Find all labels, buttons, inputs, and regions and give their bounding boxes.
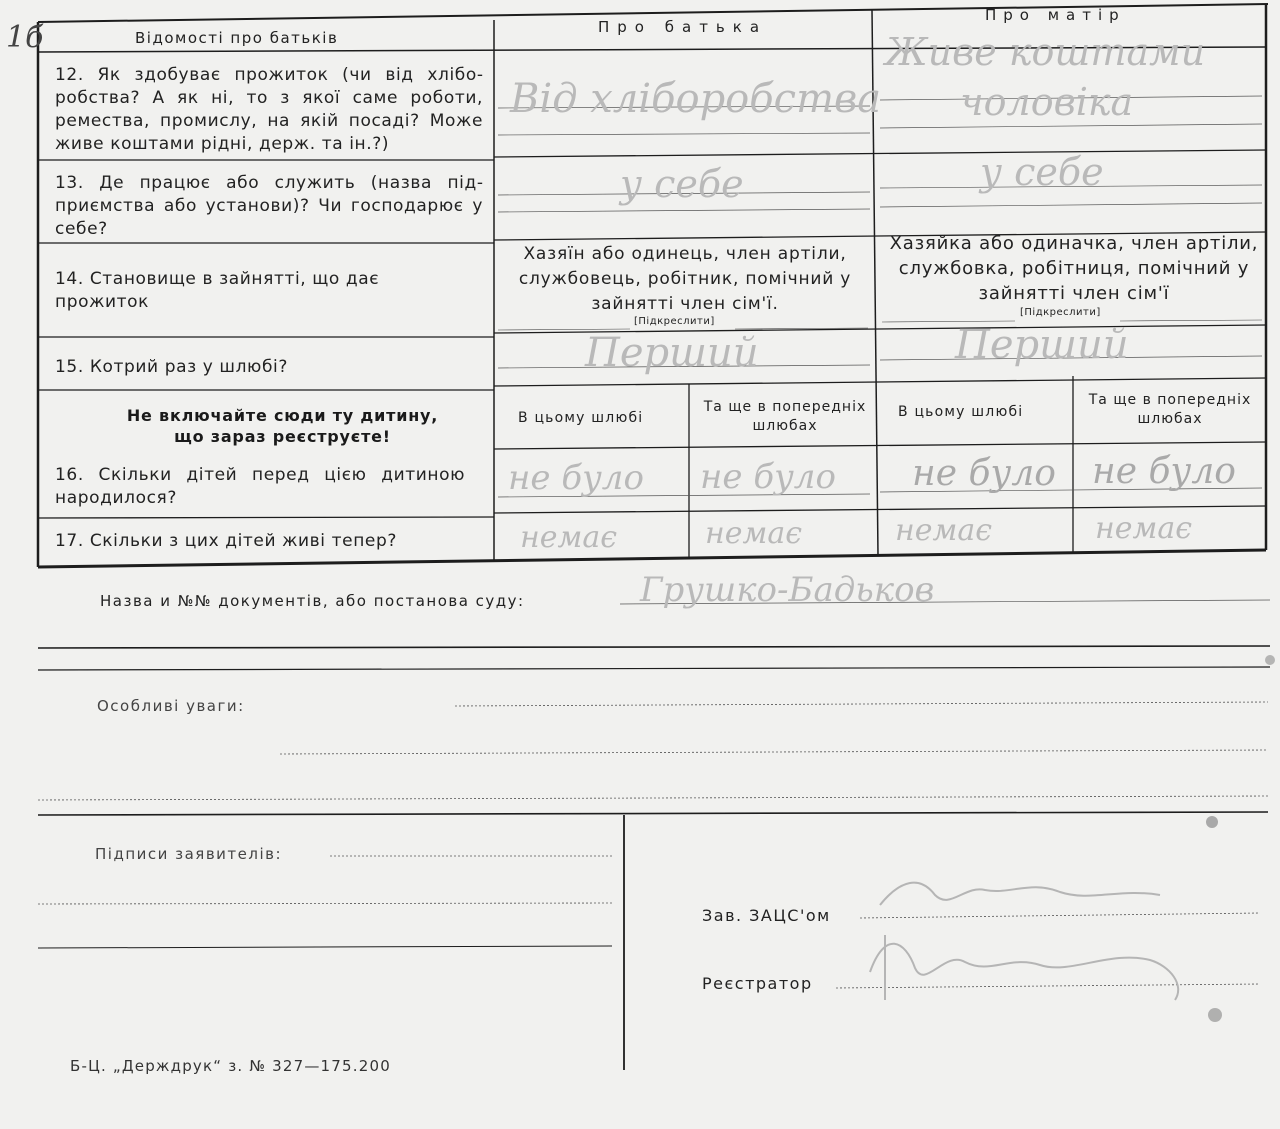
q13-father-answer: у себе	[620, 162, 744, 206]
q12-mother-answer-line1: Живе коштами	[885, 30, 1206, 74]
q17-answer-father-previous: немає	[705, 516, 803, 551]
q17-answer-mother-current: немає	[895, 513, 993, 548]
q14-father-options: Хазяїн або одинець, член артіли, службовець, робітник, помічний у зайнятті член сім'ї.	[518, 244, 852, 314]
header-about-mother: Про матір	[985, 6, 1126, 24]
remarks-label: Особливі уваги:	[97, 697, 245, 715]
margin-mark: 1б	[6, 20, 44, 55]
question-12: 12. Як здобуває прожиток (чи від хліборобства? А як ні, то з якої саме роботи, ремества, промислу, на якій посаді? Може живе коштами рідні, держ. та ін.?)	[55, 65, 483, 154]
documents-value: Грушко-Бадьков	[640, 570, 935, 610]
question-17: 17. Скільки з цих дітей живі тепер?	[55, 531, 397, 551]
exclusion-note: Не включайте сюди ту дитину, що зараз реєструєте!	[126, 406, 439, 446]
q12-mother-answer-line2: чоловіка	[960, 80, 1134, 124]
head-signature-scribble	[870, 875, 1170, 915]
question-16: 16. Скільки дітей перед цією дитиною народилося?	[55, 465, 465, 508]
q17-answer-father-current: немає	[520, 520, 618, 555]
printer-imprint: Б-Ц. „Держдрук“ з. № 327—175.200	[70, 1057, 391, 1075]
q13-mother-answer: у себе	[980, 150, 1104, 194]
mother-previous-marriages-header: Та ще в попередніх шлюбах	[1088, 392, 1252, 427]
question-14: 14. Становище в зайнятті, що дає прожиток	[55, 269, 380, 312]
q16-answer-mother-previous: не було	[1092, 451, 1236, 492]
father-this-marriage-header: В цьому шлюбі	[518, 410, 644, 426]
question-13: 13. Де працює або служить (назва підприємства або установи)? Чи господарює у себе?	[55, 173, 483, 239]
q14-mother-options: Хазяйка або одиначка, член артіли, службовка, робітниця, помічний у зайнятті член сім'ї	[889, 233, 1259, 304]
applicants-signatures-label: Підписи заявителів:	[95, 845, 283, 863]
q17-answer-mother-previous: немає	[1095, 511, 1193, 546]
father-previous-marriages-header: Та ще в попередніх шлюбах	[703, 399, 867, 434]
q16-answer-mother-current: не було	[912, 453, 1056, 494]
head-of-registry-label: Зав. ЗАЦС'ом	[702, 906, 831, 925]
registrar-signature-scribble	[860, 930, 1190, 1000]
registrar-label: Реєстратор	[702, 974, 813, 993]
header-parents-info: Відомості про батьків	[135, 29, 339, 47]
q15-mother-answer: Перший	[955, 322, 1129, 368]
question-15: 15. Котрий раз у шлюбі?	[55, 357, 288, 377]
q15-father-answer: Перший	[585, 330, 759, 376]
documents-label: Назва и №№ документів, або постанова суду:	[100, 592, 525, 610]
q14-father-note: [Підкреслити]	[634, 316, 715, 327]
mother-this-marriage-header: В цьому шлюбі	[898, 404, 1024, 420]
header-about-father: Про батька	[598, 18, 768, 36]
q14-mother-note: [Підкреслити]	[1020, 307, 1101, 318]
q16-answer-father-current: не було	[508, 458, 644, 498]
q16-answer-father-previous: не було	[700, 457, 836, 497]
q12-father-answer: Від хліборобства	[510, 76, 882, 122]
